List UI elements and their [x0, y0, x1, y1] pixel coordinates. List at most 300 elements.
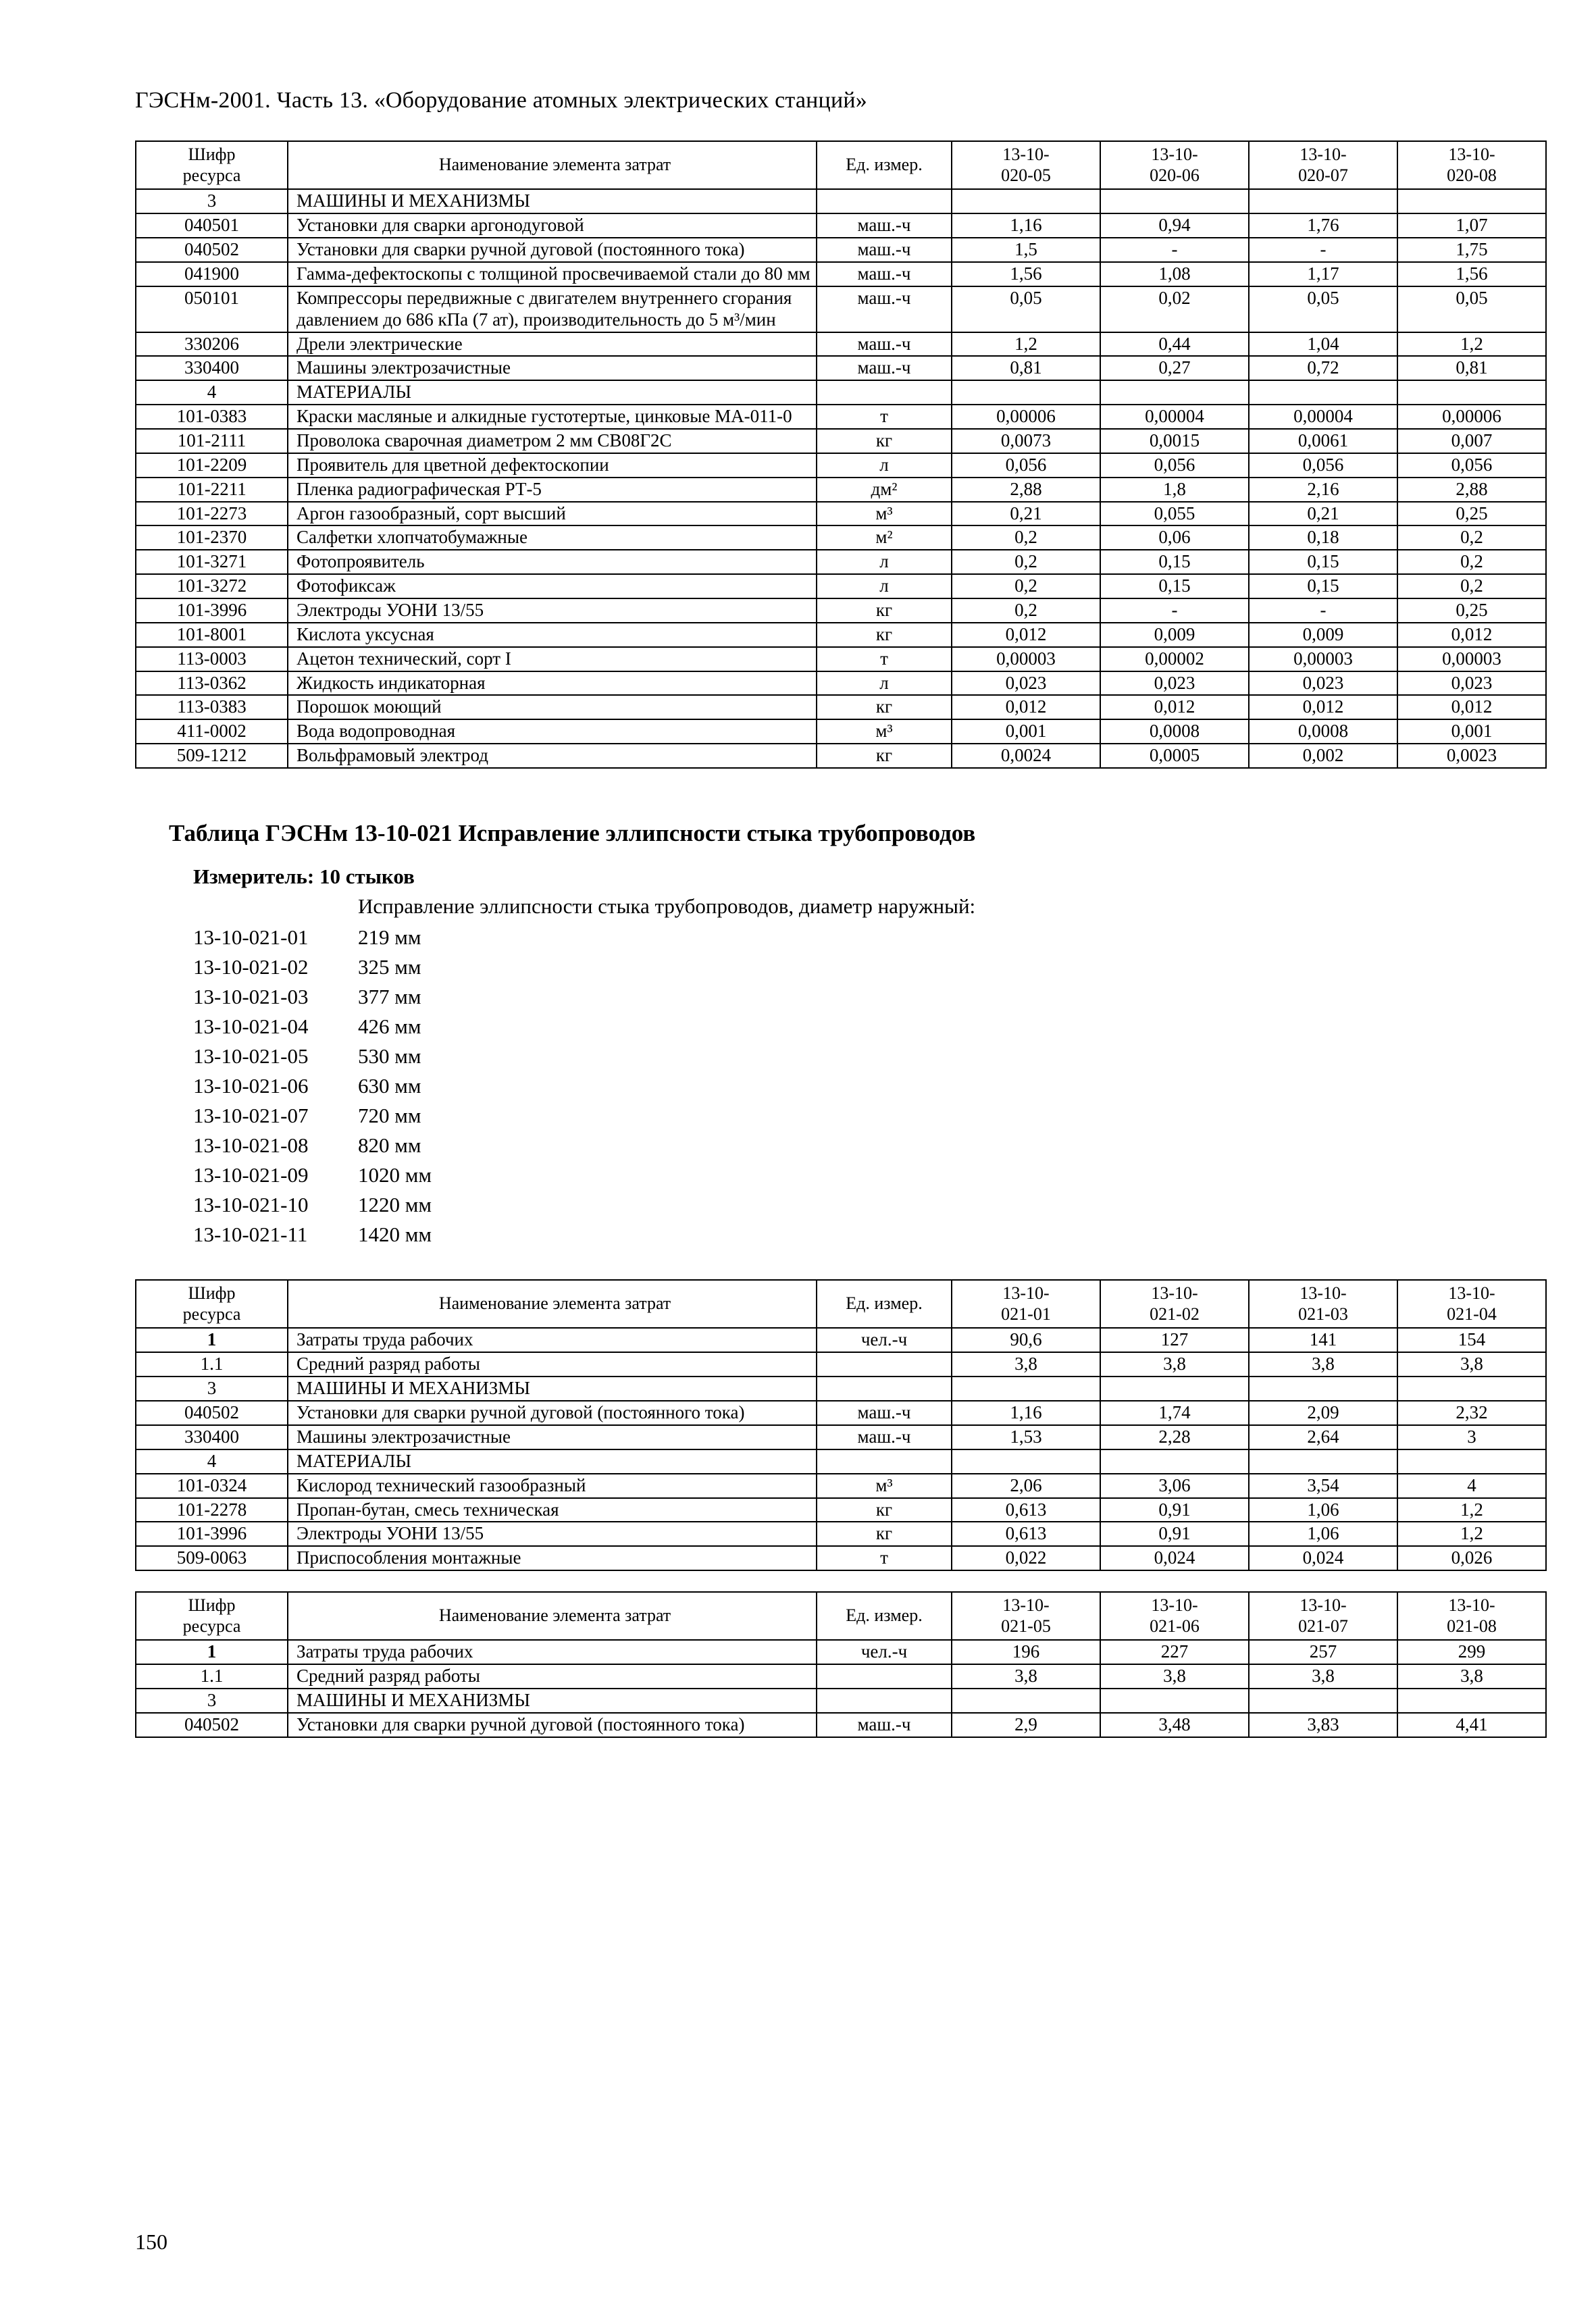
row-value: 0,056	[1397, 453, 1546, 478]
row-value: 0,00006	[952, 405, 1100, 429]
row-value: 0,2	[952, 550, 1100, 574]
row-value: 1,07	[1397, 213, 1546, 238]
row-value: 1,75	[1397, 238, 1546, 262]
variant-value: 1220 мм	[358, 1193, 432, 1217]
variant-row	[135, 1042, 1495, 1071]
row-unit	[817, 1352, 952, 1377]
row-code: 040502	[136, 1401, 288, 1425]
row-value: 0,009	[1249, 623, 1397, 647]
row-value: 4,41	[1397, 1713, 1546, 1737]
row-name: Машины электрозачистные	[288, 356, 817, 380]
row-value: 0,0023	[1397, 744, 1546, 768]
resource-table-021-a	[135, 1279, 1547, 1571]
row-name: Электроды УОНИ 13/55	[288, 1522, 817, 1546]
variant-value: 377 мм	[358, 985, 421, 1008]
row-name: Фотопроявитель	[288, 550, 817, 574]
variant-code: 13-10-021-01	[193, 925, 309, 949]
table-row	[136, 695, 1546, 719]
row-value: 3,8	[952, 1664, 1100, 1689]
header-variant-cell-1: 13-10- 021-05	[952, 1592, 1100, 1640]
table-row	[136, 262, 1546, 286]
table-row	[136, 502, 1546, 526]
row-value: 1,06	[1249, 1522, 1397, 1546]
row-value: 0,2	[952, 574, 1100, 598]
row-code: 101-2278	[136, 1498, 288, 1522]
variant-code: 13-10-021-05	[193, 1044, 309, 1069]
row-value: 0,023	[952, 671, 1100, 696]
row-value: 1,2	[952, 332, 1100, 357]
row-value	[1100, 1689, 1249, 1713]
row-value: 0,00003	[1397, 647, 1546, 671]
table-row	[136, 213, 1546, 238]
row-code: 101-2370	[136, 525, 288, 550]
row-value: 0,00002	[1100, 647, 1249, 671]
header-variant-cell-4: 13-10- 021-08	[1397, 1592, 1546, 1640]
section-heading: МАШИНЫ И МЕХАНИЗМЫ	[288, 1377, 817, 1401]
header-unit-cell: Ед. измер.	[817, 141, 952, 189]
variant-row	[135, 1220, 1495, 1250]
row-code: 101-2209	[136, 453, 288, 478]
row-value: 0,613	[952, 1498, 1100, 1522]
row-value: 0,012	[1397, 623, 1546, 647]
row-value: 0,0015	[1100, 429, 1249, 453]
table-row	[136, 1401, 1546, 1425]
row-value: 0,2	[1397, 525, 1546, 550]
table-row	[136, 1328, 1546, 1352]
variant-row	[135, 1190, 1495, 1220]
row-value: 0,02	[1100, 286, 1249, 332]
row-value: 1,2	[1397, 332, 1546, 357]
row-code: 050101	[136, 286, 288, 332]
header-variant-cell-1: 13-10- 020-05	[952, 141, 1100, 189]
row-value: 0,026	[1397, 1546, 1546, 1570]
table-row	[136, 647, 1546, 671]
table-row	[136, 1664, 1546, 1689]
row-value: 0,0005	[1100, 744, 1249, 768]
row-name: Средний разряд работы	[288, 1352, 817, 1377]
variant-value: 630 мм	[358, 1074, 421, 1098]
row-value: 141	[1249, 1328, 1397, 1352]
row-value: 0,91	[1100, 1522, 1249, 1546]
table-row	[136, 1425, 1546, 1449]
row-value: 0,002	[1249, 744, 1397, 768]
variant-code: 13-10-021-06	[193, 1074, 309, 1098]
variant-value: 325 мм	[358, 954, 421, 979]
row-name: Кислород технический газообразный	[288, 1474, 817, 1498]
row-value	[1397, 189, 1546, 213]
table-header-row	[136, 1592, 1546, 1640]
table-row	[136, 405, 1546, 429]
row-value: 0,2	[952, 598, 1100, 623]
table-row	[136, 744, 1546, 768]
variant-value: 720 мм	[358, 1104, 421, 1128]
table-row	[136, 478, 1546, 502]
row-name: Аргон газообразный, сорт высший	[288, 502, 817, 526]
header-variant-cell-2: 13-10- 021-06	[1100, 1592, 1249, 1640]
table-row	[136, 1352, 1546, 1377]
row-code: 4	[136, 380, 288, 405]
row-value: 3,06	[1100, 1474, 1249, 1498]
row-unit: кг	[817, 429, 952, 453]
variant-value: 426 мм	[358, 1014, 421, 1039]
row-value: 1,06	[1249, 1498, 1397, 1522]
row-value: 3,8	[1249, 1664, 1397, 1689]
row-value: 0,023	[1249, 671, 1397, 696]
row-code: 330206	[136, 332, 288, 357]
row-value	[1397, 1377, 1546, 1401]
row-value: 2,28	[1100, 1425, 1249, 1449]
row-value: 0,024	[1100, 1546, 1249, 1570]
row-value: -	[1100, 598, 1249, 623]
table-row	[136, 1449, 1546, 1474]
row-name: Жидкость индикаторная	[288, 671, 817, 696]
row-value: 0,21	[1249, 502, 1397, 526]
row-code: 101-0383	[136, 405, 288, 429]
row-name: Проявитель для цветной дефектоскопии	[288, 453, 817, 478]
table-row	[136, 574, 1546, 598]
row-code: 4	[136, 1449, 288, 1474]
row-value: 0,15	[1100, 550, 1249, 574]
row-code: 101-3272	[136, 574, 288, 598]
row-value: 0,012	[1249, 695, 1397, 719]
row-unit: кг	[817, 744, 952, 768]
row-name: Порошок моющий	[288, 695, 817, 719]
row-value: 2,32	[1397, 1401, 1546, 1425]
header-code-cell: Шифр ресурса	[136, 1280, 288, 1328]
table-header	[136, 1592, 1546, 1640]
row-value: 227	[1100, 1640, 1249, 1664]
section-heading: МАШИНЫ И МЕХАНИЗМЫ	[288, 1689, 817, 1713]
header-unit-cell: Ед. измер.	[817, 1592, 952, 1640]
row-name: Установки для сварки аргонодуговой	[288, 213, 817, 238]
table-body	[136, 189, 1546, 768]
row-code: 1	[136, 1328, 288, 1352]
row-value: 0,00003	[952, 647, 1100, 671]
row-unit: маш.-ч	[817, 262, 952, 286]
row-name: Ацетон технический, сорт I	[288, 647, 817, 671]
row-unit: маш.-ч	[817, 332, 952, 357]
table-row	[136, 623, 1546, 647]
row-unit: кг	[817, 598, 952, 623]
row-value: 257	[1249, 1640, 1397, 1664]
row-value: 0,21	[952, 502, 1100, 526]
header-variant-cell-4: 13-10- 021-04	[1397, 1280, 1546, 1328]
row-unit	[817, 380, 952, 405]
row-value: 0,012	[952, 623, 1100, 647]
row-value	[1100, 1449, 1249, 1474]
row-unit	[817, 1689, 952, 1713]
header-variant-cell-2: 13-10- 020-06	[1100, 141, 1249, 189]
row-value	[1397, 380, 1546, 405]
table-row	[136, 1546, 1546, 1570]
table-header	[136, 1280, 1546, 1328]
variant-row	[135, 1071, 1495, 1101]
table-body	[136, 1328, 1546, 1570]
row-value: 1,56	[952, 262, 1100, 286]
table-row	[136, 598, 1546, 623]
row-unit: л	[817, 550, 952, 574]
row-name: Пленка радиографическая РТ-5	[288, 478, 817, 502]
row-value: 0,0024	[952, 744, 1100, 768]
table-row	[136, 1377, 1546, 1401]
header-variant-cell-4: 13-10- 020-08	[1397, 141, 1546, 189]
row-value: 0,00006	[1397, 405, 1546, 429]
row-name: Краски масляные и алкидные густотертые, цинковые МА-011-0	[288, 405, 817, 429]
row-value	[1249, 380, 1397, 405]
row-name: Кислота уксусная	[288, 623, 817, 647]
header-name-cell: Наименование элемента затрат	[288, 1592, 817, 1640]
row-name: Затраты труда рабочих	[288, 1640, 817, 1664]
row-value: 0,05	[1397, 286, 1546, 332]
row-unit: чел.-ч	[817, 1640, 952, 1664]
row-name: Вольфрамовый электрод	[288, 744, 817, 768]
row-code: 041900	[136, 262, 288, 286]
row-value: 0,2	[1397, 574, 1546, 598]
row-name: Салфетки хлопчатобумажные	[288, 525, 817, 550]
table-header	[136, 141, 1546, 189]
row-unit: л	[817, 671, 952, 696]
row-value	[952, 1449, 1100, 1474]
row-value: 0,012	[1100, 695, 1249, 719]
row-unit: т	[817, 647, 952, 671]
variant-code: 13-10-021-07	[193, 1104, 309, 1128]
row-name: Установки для сварки ручной дуговой (постоянного тока)	[288, 238, 817, 262]
row-value: 0,0061	[1249, 429, 1397, 453]
row-value	[1249, 1449, 1397, 1474]
row-unit	[817, 1449, 952, 1474]
row-code: 3	[136, 1689, 288, 1713]
header-code-cell: Шифр ресурса	[136, 1592, 288, 1640]
row-value	[1249, 1377, 1397, 1401]
variant-row	[135, 1131, 1495, 1160]
row-name: Дрели электрические	[288, 332, 817, 357]
row-unit: маш.-ч	[817, 356, 952, 380]
row-code: 113-0003	[136, 647, 288, 671]
row-value	[1100, 1377, 1249, 1401]
row-value	[1397, 1449, 1546, 1474]
header-variant-cell-3: 13-10- 021-07	[1249, 1592, 1397, 1640]
table-row	[136, 671, 1546, 696]
page-header: ГЭСНм-2001. Часть 13. «Оборудование атомных электрических станций»	[135, 88, 867, 113]
meter-label: Измеритель: 10 стыков	[193, 864, 415, 888]
row-name: Фотофиксаж	[288, 574, 817, 598]
resource-table-020	[135, 140, 1547, 769]
row-value: 2,88	[1397, 478, 1546, 502]
row-value	[952, 380, 1100, 405]
table-row	[136, 1689, 1546, 1713]
table-row	[136, 550, 1546, 574]
row-value	[1249, 1689, 1397, 1713]
row-value: 2,64	[1249, 1425, 1397, 1449]
row-value: 3,48	[1100, 1713, 1249, 1737]
table-row	[136, 453, 1546, 478]
row-unit: маш.-ч	[817, 238, 952, 262]
row-unit: м³	[817, 1474, 952, 1498]
row-value: 1,17	[1249, 262, 1397, 286]
row-value: 0,012	[1397, 695, 1546, 719]
row-value: 0,2	[1397, 550, 1546, 574]
row-value: 2,9	[952, 1713, 1100, 1737]
variant-row	[135, 1160, 1495, 1190]
row-value: 0,055	[1100, 502, 1249, 526]
header-code-cell: Шифр ресурса	[136, 141, 288, 189]
row-value: 0,007	[1397, 429, 1546, 453]
row-name: Вода водопроводная	[288, 719, 817, 744]
row-value: 0,27	[1100, 356, 1249, 380]
row-value: 0,00004	[1249, 405, 1397, 429]
row-code: 101-2273	[136, 502, 288, 526]
row-value: 1,56	[1397, 262, 1546, 286]
table-row	[136, 238, 1546, 262]
variant-code: 13-10-021-10	[193, 1193, 309, 1217]
row-name: Затраты труда рабочих	[288, 1328, 817, 1352]
row-code: 113-0362	[136, 671, 288, 696]
variant-code: 13-10-021-09	[193, 1163, 309, 1187]
section-title: Таблица ГЭСНм 13-10-021 Исправление эллипсности стыка трубопроводов	[169, 819, 976, 846]
row-value: 0,15	[1249, 574, 1397, 598]
row-name: Машины электрозачистные	[288, 1425, 817, 1449]
row-value: 0,2	[952, 525, 1100, 550]
row-value: 1,2	[1397, 1498, 1546, 1522]
table-row	[136, 1474, 1546, 1498]
row-name: Гамма-дефектоскопы с толщиной просвечиваемой стали до 80 мм	[288, 262, 817, 286]
table-row	[136, 525, 1546, 550]
row-value: 3,54	[1249, 1474, 1397, 1498]
header-name-cell: Наименование элемента затрат	[288, 1280, 817, 1328]
row-value: -	[1249, 598, 1397, 623]
row-code: 101-3996	[136, 1522, 288, 1546]
row-code: 101-0324	[136, 1474, 288, 1498]
variant-row	[135, 1012, 1495, 1042]
row-value: 0,001	[952, 719, 1100, 744]
row-value: 0,0073	[952, 429, 1100, 453]
row-value: 1,16	[952, 1401, 1100, 1425]
row-value: 1,04	[1249, 332, 1397, 357]
row-name: Проволока сварочная диаметром 2 мм СВ08Г2С	[288, 429, 817, 453]
table-row	[136, 286, 1546, 332]
row-value: 0,0008	[1100, 719, 1249, 744]
row-code: 1.1	[136, 1352, 288, 1377]
section-heading: МАШИНЫ И МЕХАНИЗМЫ	[288, 189, 817, 213]
row-value: 3,8	[1249, 1352, 1397, 1377]
row-value: 1,76	[1249, 213, 1397, 238]
row-code: 1.1	[136, 1664, 288, 1689]
table-row	[136, 719, 1546, 744]
header-variant-cell-3: 13-10- 020-07	[1249, 141, 1397, 189]
variant-row	[135, 952, 1495, 982]
row-code: 101-2211	[136, 478, 288, 502]
row-unit: м³	[817, 719, 952, 744]
row-unit	[817, 1377, 952, 1401]
row-value: 0,15	[1100, 574, 1249, 598]
row-code: 040501	[136, 213, 288, 238]
table-row	[136, 189, 1546, 213]
table-body	[136, 1640, 1546, 1737]
row-name: Компрессоры передвижные с двигателем внутреннего сгорания давлением до 686 кПа (7 ат), производительность до 5 м³/мин	[288, 286, 817, 332]
variant-value: 1020 мм	[358, 1163, 432, 1187]
row-name: Электроды УОНИ 13/55	[288, 598, 817, 623]
row-value: 0,00003	[1249, 647, 1397, 671]
row-value: 0,056	[1249, 453, 1397, 478]
row-unit: маш.-ч	[817, 1713, 952, 1737]
row-value: 2,06	[952, 1474, 1100, 1498]
row-value: 1,53	[952, 1425, 1100, 1449]
row-value: 0,024	[1249, 1546, 1397, 1570]
table-row	[136, 332, 1546, 357]
row-value: 3,83	[1249, 1713, 1397, 1737]
row-unit: л	[817, 453, 952, 478]
row-value: 0,18	[1249, 525, 1397, 550]
row-value: 3,8	[1100, 1664, 1249, 1689]
row-value: 3,8	[1397, 1352, 1546, 1377]
header-variant-cell-3: 13-10- 021-03	[1249, 1280, 1397, 1328]
row-value	[952, 1689, 1100, 1713]
row-value: 0,05	[1249, 286, 1397, 332]
row-value: 0,00004	[1100, 405, 1249, 429]
header-unit-cell: Ед. измер.	[817, 1280, 952, 1328]
row-value: 0,023	[1397, 671, 1546, 696]
table-header-row	[136, 141, 1546, 189]
row-value: 0,91	[1100, 1498, 1249, 1522]
row-value: 0,056	[1100, 453, 1249, 478]
table-row	[136, 1713, 1546, 1737]
variant-code: 13-10-021-11	[193, 1223, 308, 1247]
row-code: 040502	[136, 238, 288, 262]
table-row	[136, 1498, 1546, 1522]
row-unit	[817, 189, 952, 213]
row-code: 509-1212	[136, 744, 288, 768]
description-line: Исправление эллипсности стыка трубопроводов, диаметр наружный:	[358, 894, 976, 918]
row-unit: л	[817, 574, 952, 598]
table-row	[136, 1522, 1546, 1546]
row-unit: чел.-ч	[817, 1328, 952, 1352]
table-row	[136, 429, 1546, 453]
row-value	[1249, 189, 1397, 213]
resource-table-021-b	[135, 1591, 1547, 1738]
row-unit: маш.-ч	[817, 213, 952, 238]
row-code: 101-2111	[136, 429, 288, 453]
section-heading: МАТЕРИАЛЫ	[288, 380, 817, 405]
row-value: 3	[1397, 1425, 1546, 1449]
row-name: Установки для сварки ручной дуговой (постоянного тока)	[288, 1713, 817, 1737]
row-value: 1,5	[952, 238, 1100, 262]
row-value: 299	[1397, 1640, 1546, 1664]
row-value: 196	[952, 1640, 1100, 1664]
row-code: 101-3996	[136, 598, 288, 623]
row-value: 4	[1397, 1474, 1546, 1498]
variant-code: 13-10-021-04	[193, 1014, 309, 1039]
row-value: 0,009	[1100, 623, 1249, 647]
row-unit: кг	[817, 623, 952, 647]
variant-value: 219 мм	[358, 925, 421, 949]
row-value: 1,74	[1100, 1401, 1249, 1425]
table-row	[136, 380, 1546, 405]
row-value: 0,15	[1249, 550, 1397, 574]
row-value: 0,0008	[1249, 719, 1397, 744]
row-value: 3,8	[952, 1352, 1100, 1377]
table-header-row	[136, 1280, 1546, 1328]
row-value: 0,94	[1100, 213, 1249, 238]
row-unit: м²	[817, 525, 952, 550]
row-value	[1100, 189, 1249, 213]
row-value	[1397, 1689, 1546, 1713]
header-variant-cell-2: 13-10- 021-02	[1100, 1280, 1249, 1328]
section-heading: МАТЕРИАЛЫ	[288, 1449, 817, 1474]
row-code: 411-0002	[136, 719, 288, 744]
row-value: 0,012	[952, 695, 1100, 719]
variant-row	[135, 923, 1495, 952]
row-value: 0,06	[1100, 525, 1249, 550]
